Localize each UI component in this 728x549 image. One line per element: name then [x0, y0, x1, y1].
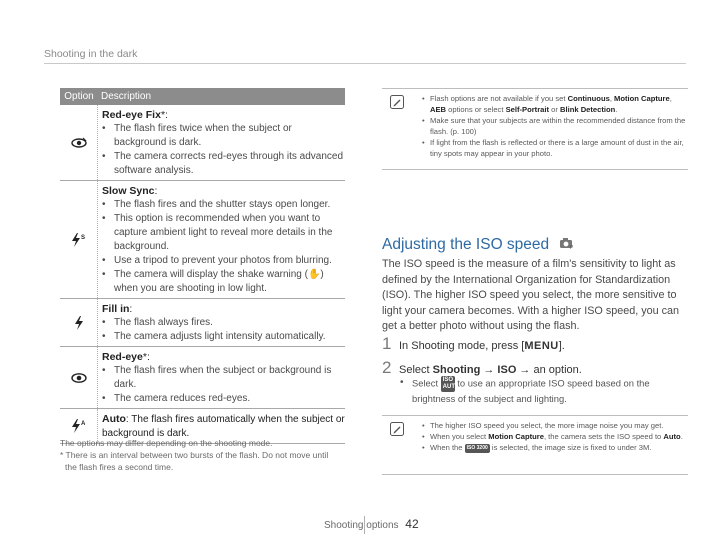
flash-note-box — [382, 88, 688, 170]
red-eye-icon — [60, 347, 98, 408]
svg-text:S: S — [80, 234, 85, 241]
column-header-option: Option — [64, 91, 94, 102]
list-item: • The higher ISO speed you select, the more image noise you may get. — [422, 421, 664, 430]
iso-3200-icon: ISO 3200 — [466, 444, 488, 451]
list-item: • This option is recommended when you want to capture ambient light to reveal more details in the background. — [102, 213, 333, 252]
list-item: • Make sure that your subjects are within the recommended distance from the flash. (p. 100) — [422, 116, 686, 136]
option-title-suffix: : — [129, 303, 133, 315]
option-title: Auto — [102, 413, 126, 425]
table-row — [60, 181, 345, 299]
list-item: • The camera reduces red-eyes. — [102, 393, 251, 404]
section-title — [382, 236, 575, 254]
fill-in-icon — [60, 299, 98, 346]
list-item: • When the ISO 3200 is selected, the image size is fixed to under 3M. — [422, 443, 652, 452]
svg-text:P: P — [570, 245, 574, 249]
header-divider — [44, 63, 686, 64]
section-title-text: Adjusting the ISO speed — [382, 236, 550, 253]
step-number: 1 — [382, 334, 392, 353]
camera-program-icon — [559, 236, 575, 254]
note-pencil-icon — [382, 89, 412, 169]
step-1: 1 In Shooting mode, press [MENU]. — [382, 334, 565, 353]
footnote-line: the flash fires a second time. — [65, 462, 174, 472]
list-item: • The camera corrects red-eyes through its advanced software analysis. — [102, 151, 343, 176]
table-footnote — [60, 437, 345, 473]
flash-options-table — [60, 88, 345, 444]
svg-text:A: A — [80, 421, 85, 427]
option-title: Fill in — [102, 303, 130, 315]
footnote-line: The options may differ depending on the shooting mode. — [60, 438, 273, 448]
step-number: 2 — [382, 358, 392, 377]
list-item: • The flash fires when the subject or background is dark. — [102, 365, 332, 390]
list-item: • Flash options are not available if you set Continuous, Motion Capture, AEB options or select Self-Portrait or Blink Detection. — [422, 94, 672, 114]
column-header-description: Description — [101, 91, 152, 102]
menu-key: MENU — [524, 340, 559, 352]
option-title: Red-eye — [102, 351, 143, 363]
page-footer — [324, 517, 419, 531]
option-title-suffix: *: — [142, 351, 150, 363]
option-title-suffix: *: — [160, 109, 168, 121]
step-2: 2 Select Shooting → ISO → an option. — [382, 358, 582, 377]
option-description: : The flash fires automatically when the subject or background is dark. — [102, 414, 345, 439]
list-item: • The flash fires twice when the subject or background is dark. — [102, 123, 292, 148]
option-title: Red-eye Fix — [102, 109, 161, 121]
iso-note-box — [382, 415, 688, 475]
list-item: • The camera will display the shake warning (✋) when you are shooting in low light. — [102, 269, 324, 294]
list-item: • The camera adjusts light intensity automatically. — [102, 331, 326, 342]
list-item: • When you select Motion Capture, the camera sets the ISO speed to Auto. — [422, 432, 683, 441]
option-title-suffix: : — [154, 185, 158, 197]
table-row — [60, 105, 345, 181]
red-eye-fix-icon — [60, 105, 98, 180]
page-header: Shooting in the dark — [44, 48, 138, 60]
list-item: • If light from the flash is reflected or there is a large amount of dust in the air, tiny spots may appear in your photo. — [422, 138, 684, 158]
option-title: Slow Sync — [102, 185, 155, 197]
footer-section-label: Shooting options — [324, 520, 399, 531]
page-number: 42 — [405, 517, 419, 531]
table-row — [60, 347, 345, 409]
section-paragraph: The ISO speed is the measure of a film's sensitivity to light as defined by the International Organization for Standardization (ISO). The higher ISO speed you select, the more sensitive to light your camera becomes. With a higher ISO speed, you can get a better photo without using the flash. — [382, 258, 680, 332]
list-item: • Use a tripod to prevent your photos from blurring. — [102, 255, 332, 266]
table-row — [60, 299, 345, 347]
list-item: • The flash always fires. — [102, 317, 213, 328]
step-2-sub-bullet: • Select ISO AUTO to use an appropriate ISO speed based on the brightness of the subject and lighting. — [400, 377, 650, 404]
footnote-line: * There is an interval between two bursts of the flash. Do not move until — [60, 450, 329, 460]
table-header — [60, 88, 345, 105]
note-pencil-icon — [382, 416, 412, 474]
list-item: • The flash fires and the shutter stays open longer. — [102, 199, 331, 210]
slow-sync-icon — [60, 181, 98, 298]
iso-auto-icon: ISO AUTO — [442, 377, 460, 390]
